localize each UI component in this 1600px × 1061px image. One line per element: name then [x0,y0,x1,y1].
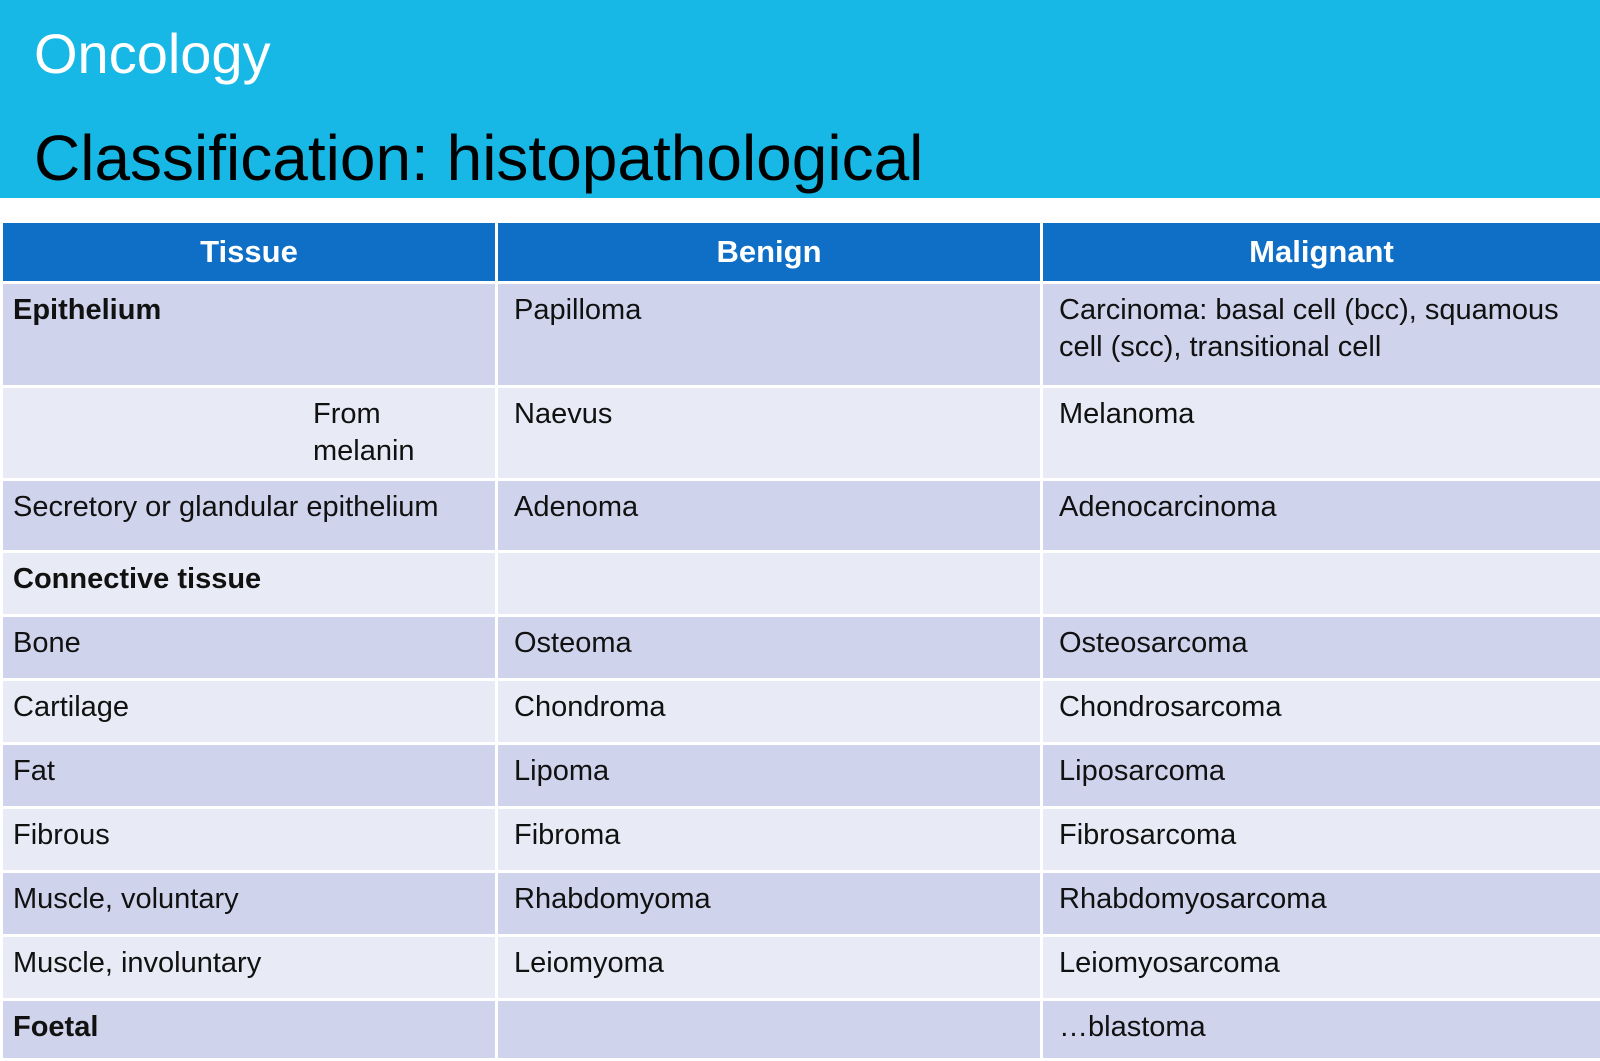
table-header-row [2,222,1600,283]
benign-cell: Rhabdomyoma [497,872,1042,936]
tissue-cell: Connective tissue [2,552,497,616]
table-row [2,680,1600,744]
tissue-cell: Muscle, involuntary [2,936,497,1000]
benign-cell: Leiomyoma [497,936,1042,1000]
benign-cell: Lipoma [497,744,1042,808]
tissue-cell: Bone [2,616,497,680]
tissue-subtype-label: From melanin [13,396,485,470]
malignant-cell: Adenocarcinoma [1042,480,1600,552]
benign-cell [497,1000,1042,1060]
slide-title: Classification: histopathological [34,122,923,196]
benign-cell: Chondroma [497,680,1042,744]
table-row [2,283,1600,387]
malignant-cell: Chondrosarcoma [1042,680,1600,744]
tissue-cell: Muscle, voluntary [2,872,497,936]
malignant-cell: Liposarcoma [1042,744,1600,808]
column-header-malignant: Malignant [1042,222,1600,283]
benign-cell: Fibroma [497,808,1042,872]
malignant-cell [1042,552,1600,616]
table-row [2,1000,1600,1060]
malignant-cell: Fibrosarcoma [1042,808,1600,872]
column-header-benign: Benign [497,222,1042,283]
tissue-cell: Cartilage [2,680,497,744]
malignant-cell: Leiomyosarcoma [1042,936,1600,1000]
tissue-cell: Fibrous [2,808,497,872]
column-header-tissue: Tissue [2,222,497,283]
malignant-cell: Melanoma [1042,387,1600,480]
classification-table [0,220,1600,1061]
table-row [2,744,1600,808]
tissue-cell: Secretory or glandular epithelium [2,480,497,552]
table-row [2,480,1600,552]
malignant-cell: …blastoma [1042,1000,1600,1060]
malignant-cell: Rhabdomyosarcoma [1042,872,1600,936]
benign-cell: Osteoma [497,616,1042,680]
benign-cell: Adenoma [497,480,1042,552]
tissue-cell: Fat [2,744,497,808]
slide-subtitle: Oncology [34,22,271,86]
table-row [2,616,1600,680]
table-row [2,552,1600,616]
benign-cell: Naevus [497,387,1042,480]
table-row [2,872,1600,936]
slide-header [0,0,1600,198]
tissue-cell [2,387,497,480]
benign-cell [497,552,1042,616]
table-row [2,936,1600,1000]
table-row [2,387,1600,480]
table-row [2,808,1600,872]
malignant-cell: Osteosarcoma [1042,616,1600,680]
tissue-cell: Foetal [2,1000,497,1060]
tissue-cell: Epithelium [2,283,497,387]
benign-cell: Papilloma [497,283,1042,387]
malignant-cell: Carcinoma: basal cell (bcc), squamous cell (scc), transitional cell [1042,283,1600,387]
